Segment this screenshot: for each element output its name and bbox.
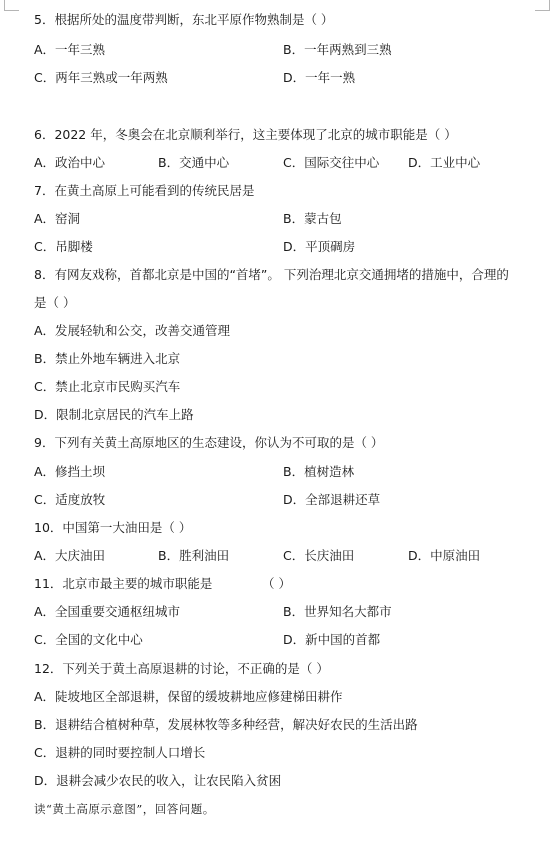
question-12-stem: 12．下列关于黄土高原退耕的讨论，不正确的是（ ） bbox=[34, 661, 329, 676]
question-10-stem: 10．中国第一大油田是（ ） bbox=[34, 520, 192, 535]
question-7-option-a: A．窑洞 bbox=[34, 211, 81, 226]
question-7-option-b: B．蒙古包 bbox=[283, 211, 342, 226]
question-11-option-b: B．世界知名大都市 bbox=[283, 604, 392, 619]
map-reading-instruction: 读“黄土高原示意图”，回答问题。 bbox=[34, 802, 215, 816]
question-9-option-c: C．适度放牧 bbox=[34, 492, 106, 507]
question-6-stem: 6．2022 年，冬奥会在北京顺利举行，这主要体现了北京的城市职能是（ ） bbox=[34, 127, 457, 142]
question-6-option-a: A．政治中心 bbox=[34, 155, 106, 170]
question-12-option-c: C．退耕的同时要控制人口增长 bbox=[34, 745, 206, 760]
question-12-option-a: A．陡坡地区全部退耕，保留的缓坡耕地应修建梯田耕作 bbox=[34, 689, 343, 704]
question-5-option-c: C．两年三熟或一年两熟 bbox=[34, 70, 168, 85]
question-9-option-b: B．植树造林 bbox=[283, 464, 355, 479]
question-6-option-b: B．交通中心 bbox=[158, 155, 230, 170]
question-9-option-d: D．全部退耕还草 bbox=[283, 492, 381, 507]
question-5-option-a: A．一年三熟 bbox=[34, 42, 106, 57]
question-11-stem: 11．北京市最主要的城市职能是 bbox=[34, 576, 213, 591]
question-8-stem-line-1: 8．有网友戏称，首都北京是中国的“首堵”。 下列治理北京交通拥堵的措施中，合理的 bbox=[34, 267, 509, 282]
question-11-option-d: D．新中国的首都 bbox=[283, 632, 381, 647]
question-12-option-b: B．退耕结合植树种草，发展林牧等多种经营，解决好农民的生活出路 bbox=[34, 717, 418, 732]
question-9-option-a: A．修挡土坝 bbox=[34, 464, 106, 479]
question-8-option-d: D．限制北京居民的汽车上路 bbox=[34, 407, 194, 422]
question-6-option-c: C．国际交往中心 bbox=[283, 155, 380, 170]
question-5-option-d: D．一年一熟 bbox=[283, 70, 356, 85]
question-8-option-c: C．禁止北京市民购买汽车 bbox=[34, 379, 181, 394]
question-6-option-d: D．工业中心 bbox=[408, 155, 481, 170]
question-12-option-d: D．退耕会减少农民的收入，让农民陷入贫困 bbox=[34, 773, 282, 788]
question-10-option-d: D．中原油田 bbox=[408, 548, 481, 563]
question-11-option-a: A．全国重要交通枢纽城市 bbox=[34, 604, 181, 619]
page-corner-mark-right bbox=[535, 0, 550, 11]
question-7-option-c: C．吊脚楼 bbox=[34, 239, 93, 254]
question-9-stem: 9．下列有关黄土高原地区的生态建设，你认为不可取的是（ ） bbox=[34, 435, 384, 450]
page-corner-mark-left bbox=[4, 0, 19, 11]
question-7-option-d: D．平顶碉房 bbox=[283, 239, 356, 254]
question-11-answer-blank: （ ） bbox=[262, 576, 291, 591]
question-5-stem: 5．根据所处的温度带判断，东北平原作物熟制是（ ） bbox=[34, 12, 334, 27]
question-10-option-a: A．大庆油田 bbox=[34, 548, 106, 563]
question-7-stem: 7．在黄土高原上可能看到的传统民居是 bbox=[34, 183, 255, 198]
question-11-option-c: C．全国的文化中心 bbox=[34, 632, 143, 647]
question-10-option-c: C．长庆油田 bbox=[283, 548, 355, 563]
question-10-option-b: B．胜利油田 bbox=[158, 548, 230, 563]
question-8-option-a: A．发展轻轨和公交，改善交通管理 bbox=[34, 323, 231, 338]
question-8-option-b: B．禁止外地车辆进入北京 bbox=[34, 351, 181, 366]
question-8-stem-line-2: 是（ ） bbox=[34, 295, 76, 310]
question-5-option-b: B．一年两熟到三熟 bbox=[283, 42, 392, 57]
